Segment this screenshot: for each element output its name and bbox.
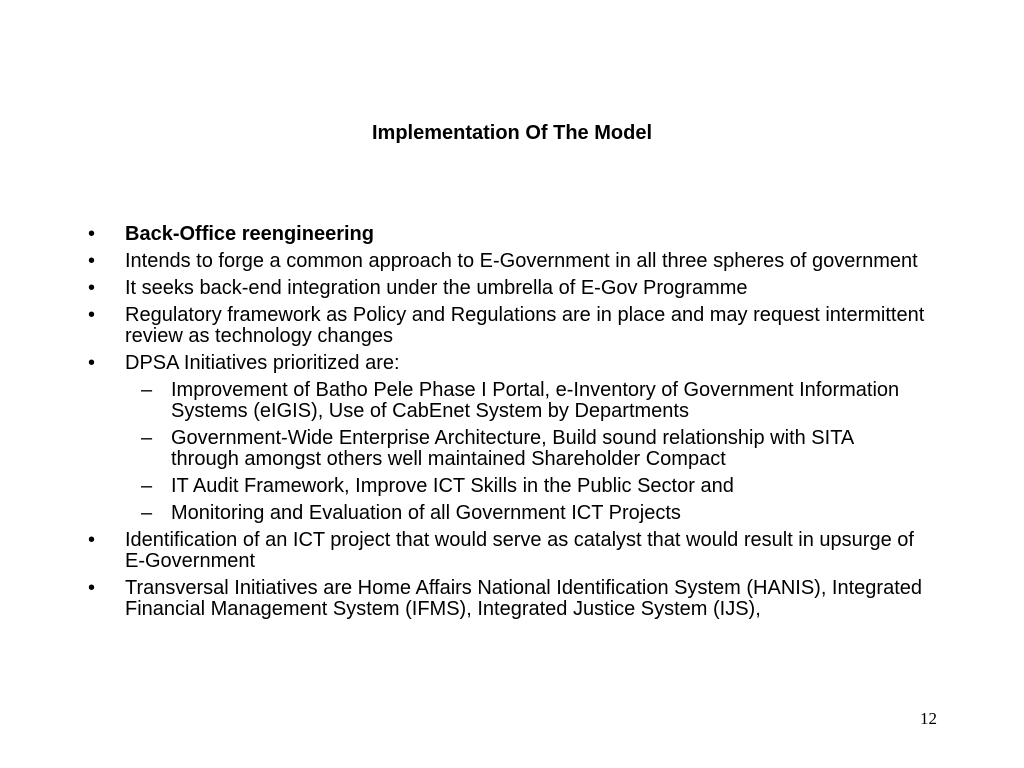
list-item-text: Identification of an ICT project that would serve as catalyst that would result in upsurge of E-Government bbox=[125, 529, 914, 572]
sub-list-item-text: Improvement of Batho Pele Phase I Portal, e-Inventory of Government Information Systems (eIGIS), Use of CabEnet System by Departments bbox=[171, 379, 900, 422]
slide-title: Implementation Of The Model bbox=[371, 122, 652, 144]
bullet-marker: • bbox=[88, 577, 96, 599]
sub-list-item bbox=[0, 428, 1024, 470]
sub-list-item bbox=[0, 476, 1024, 497]
page-number: 12 bbox=[920, 709, 937, 728]
bullet-marker: • bbox=[88, 223, 96, 245]
list-item-text: Regulatory framework as Policy and Regulations are in place and may request intermittent review as technology changes bbox=[125, 304, 925, 347]
list-item-text: DPSA Initiatives prioritized are: bbox=[125, 352, 400, 374]
list-item bbox=[0, 305, 1024, 347]
dash-marker: – bbox=[141, 475, 153, 497]
bullet-marker: • bbox=[88, 250, 96, 272]
list-item-text: It seeks back-end integration under the umbrella of E-Gov Programme bbox=[125, 277, 748, 299]
sub-list-item bbox=[0, 380, 1024, 422]
bullet-marker: • bbox=[88, 352, 96, 374]
bullet-marker: • bbox=[88, 277, 96, 299]
sub-list-item-text: Monitoring and Evaluation of all Government ICT Projects bbox=[171, 502, 681, 524]
list-item bbox=[0, 353, 1024, 374]
sub-list-item-text: Government-Wide Enterprise Architecture, Build sound relationship with SITA through amongst others well maintained Shareholder Compact bbox=[171, 427, 854, 470]
list-item bbox=[0, 530, 1024, 572]
list-item-text: Intends to forge a common approach to E-Government in all three spheres of government bbox=[125, 250, 918, 272]
dash-marker: – bbox=[141, 502, 153, 524]
sub-list-item bbox=[0, 503, 1024, 524]
list-item bbox=[0, 251, 1024, 272]
list-item-text: Transversal Initiatives are Home Affairs National Identification System (HANIS), Integrated Financial Management System (IFMS), Integrated Justice System (IJS), bbox=[125, 577, 923, 620]
list-item bbox=[0, 224, 1024, 245]
sub-list-item-text: IT Audit Framework, Improve ICT Skills in the Public Sector and bbox=[171, 475, 734, 497]
list-item-text: Back-Office reengineering bbox=[125, 223, 374, 245]
bullet-marker: • bbox=[88, 304, 96, 326]
dash-marker: – bbox=[141, 379, 153, 401]
dash-marker: – bbox=[141, 427, 153, 449]
bullet-list bbox=[0, 224, 1024, 626]
list-item bbox=[0, 278, 1024, 299]
list-item bbox=[0, 578, 1024, 620]
bullet-marker: • bbox=[88, 529, 96, 551]
